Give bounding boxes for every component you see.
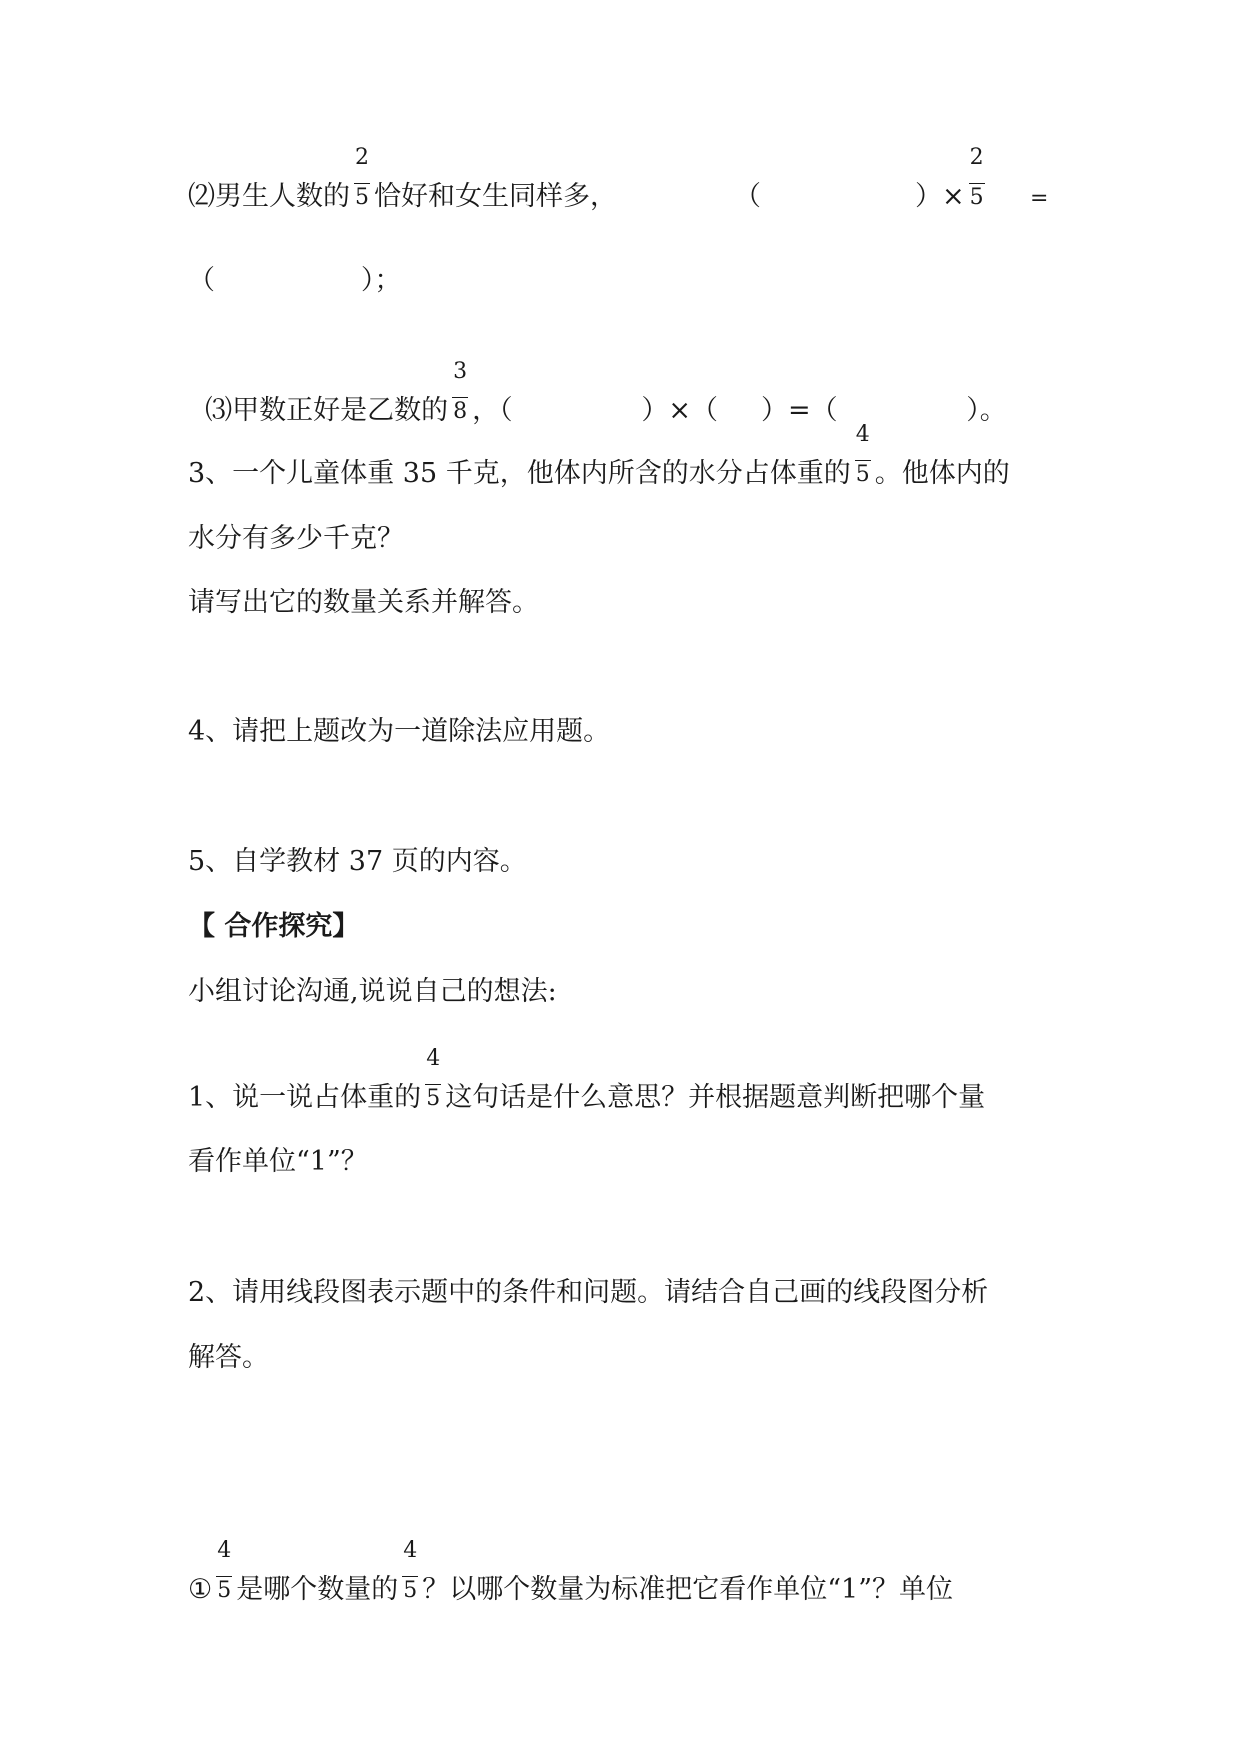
c3-line1: ① $\frac{4}{5}$ 是哪个数量的 $\frac{4}{5}$ ？以哪个数量为标准把它看作单位“1”？单位 (188, 1538, 954, 1605)
fraction: $\frac{3}{8}$ (453, 359, 468, 424)
fraction: $\frac{4}{5}$ (855, 422, 870, 487)
c2-line2: 解答。 (188, 1342, 269, 1373)
q3-line2: 水分有多少千克？ (188, 523, 404, 554)
c1-line1: 1、说一说占体重的 $\frac{4}{5}$ 这句话是什么意思？并根据题意判断把哪个量 (188, 1046, 986, 1113)
item3-line (188, 360, 1061, 428)
item2-equals: = (1030, 186, 1049, 211)
q5-line: 5、自学教材 37 页的内容。 (188, 846, 527, 877)
intro-line: 小组讨论沟通,说说自己的想法: (188, 976, 557, 1007)
item2-line2: （ ）； (188, 265, 402, 296)
item2-paren-close: ）× $\frac{2}{5}$ (915, 145, 984, 212)
section-title: 【 合作探究】 (188, 911, 360, 942)
q3-line1: 3、一个儿童体重 35 千克，他体内所含的水分占体重的 $\frac{4}{5}$ 。他体内的 (188, 422, 1010, 489)
item2-text: 恰好和女生同样多， (374, 181, 617, 212)
item2-paren-open: （ (734, 181, 761, 212)
item3-label: ⑶甲数正好是乙数的 (205, 395, 449, 426)
c1-line2: 看作单位“1”？ (188, 1146, 368, 1177)
q4-line: 4、请把上题改为一道除法应用题。 (188, 716, 611, 747)
fraction: $\frac{4}{5}$ (403, 1538, 418, 1603)
fraction: $\frac{2}{5}$ (969, 145, 984, 210)
fraction: $\frac{4}{5}$ (426, 1046, 441, 1111)
c2-line1: 2、请用线段图表示题中的条件和问题。请结合自己画的线段图分析 (188, 1277, 989, 1308)
item3-text: ，（ ）×（ ）=（ ）。 (472, 395, 1007, 426)
fraction: $\frac{2}{5}$ (355, 145, 369, 210)
item2-label: ⑵男生人数的 (188, 181, 350, 212)
q3-line3: 请写出它的数量关系并解答。 (188, 587, 539, 618)
fraction: $\frac{4}{5}$ (217, 1538, 232, 1603)
